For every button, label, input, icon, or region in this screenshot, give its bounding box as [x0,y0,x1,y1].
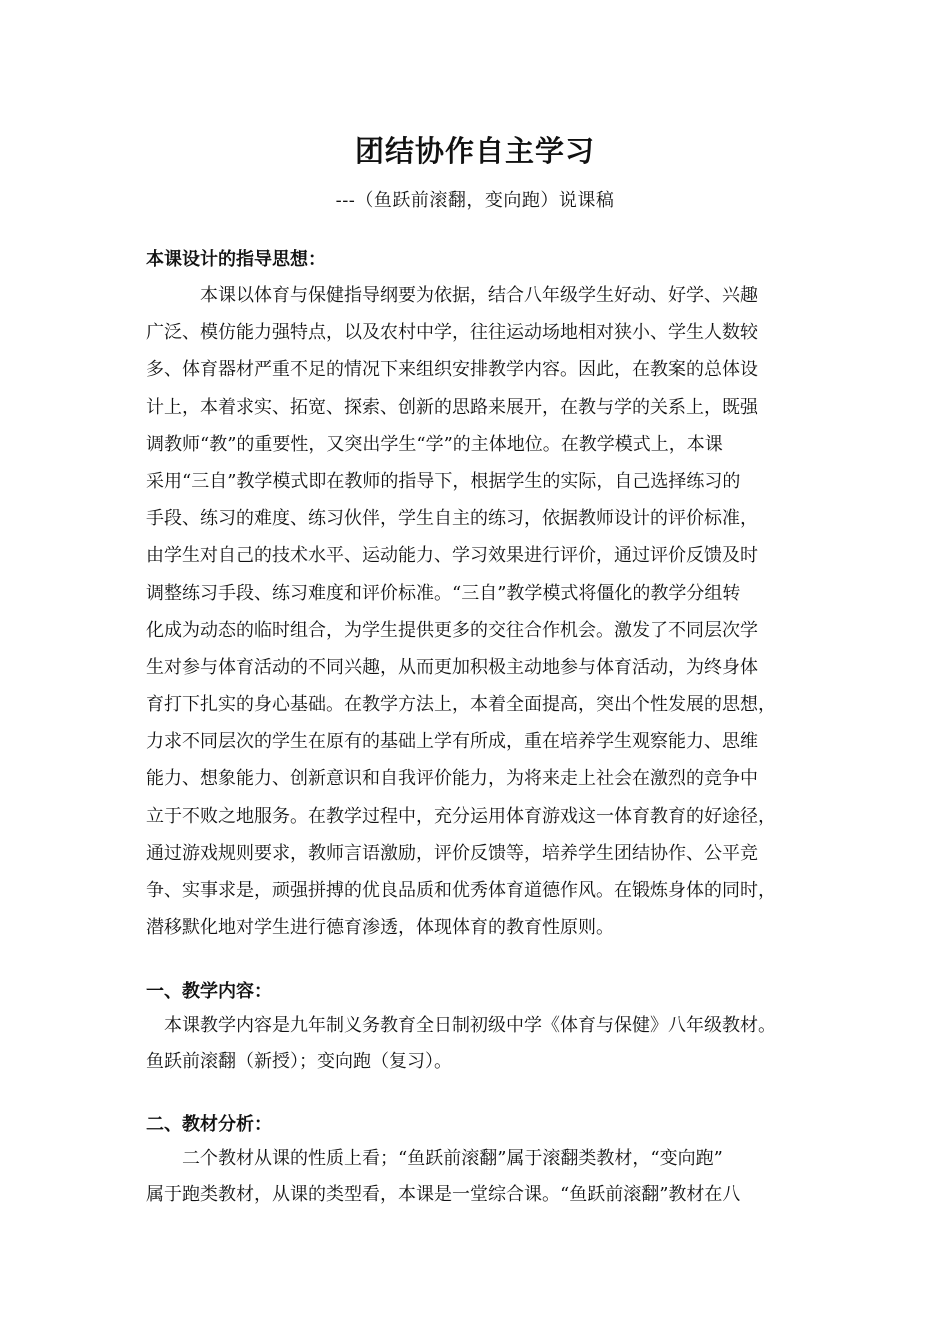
paragraph-line: 争、实事求是，顽强拼搏的优良品质和优秀体育道德作风。在锻炼身体的同时， [146,880,776,901]
paragraph-line: 鱼跃前滚翻（新授）；变向跑（复习）。 [146,1051,452,1072]
paragraph-philosophy [146,277,810,946]
section-heading-content: 一、教学内容： [146,981,272,1002]
paragraph-line: 广泛、模仿能力强特点，以及农村中学，往往运动场地相对狭小、学生人数较 [146,322,758,344]
paragraph-line: 化成为动态的临时组合，为学生提供更多的交往合作机会。激发了不同层次学 [146,619,758,641]
paragraph-line: 计上，本着求实、拓宽、探索、创新的思路来展开，在教与学的关系上，既强 [146,396,758,418]
paragraph-line: 通过游戏规则要求，教师言语激励，评价反馈等，培养学生团结协作、公平竞 [146,842,758,864]
paragraph-line: 能力、想象能力、创新意识和自我评价能力，为将来走上社会在激烈的竞争中 [146,768,758,790]
paragraph-line: 本课以体育与保健指导纲要为依据，结合八年级学生好动、好学、兴趣 [146,285,758,306]
paragraph-line: 育打下扎实的身心基础。在教学方法上，本着全面提高，突出个性发展的思想， [146,694,776,716]
document-subtitle: ---（鱼跃前滚翻，变向跑）说课稿 [335,190,615,211]
paragraph-line: 手段、练习的难度、练习伙伴，学生自主的练习，依据教师设计的评价标准， [146,508,758,530]
section-heading-analysis: 二、教材分析： [146,1114,272,1135]
paragraph-analysis [146,1141,810,1213]
paragraph-line: 属于跑类教材，从课的类型看，本课是一堂综合课。“鱼跃前滚翻”教材在八 [146,1184,741,1205]
paragraph-line: 调教师“教”的重要性，又突出学生“学”的主体地位。在教学模式上，本课 [146,433,723,455]
paragraph-line: 力求不同层次的学生在原有的基础上学有所成，重在培养学生观察能力、思维 [146,731,758,753]
paragraph-line: 立于不败之地服务。在教学过程中，充分运用体育游戏这一体育教育的好途径， [146,805,776,827]
paragraph-line: 由学生对自己的技术水平、运动能力、学习效果进行评价，通过评价反馈及时 [146,545,758,567]
paragraph-line: 生对参与体育活动的不同兴趣，从而更加积极主动地参与体育活动，为终身体 [146,656,758,678]
paragraph-line: 多、体育器材严重不足的情况下来组织安排教学内容。因此，在教案的总体设 [146,359,758,381]
document-title: 团结协作自主学习 [354,134,595,168]
paragraph-content [146,1008,810,1080]
section-heading-philosophy: 本课设计的指导思想： [146,249,326,270]
paragraph-line: 采用“三自”教学模式即在教师的指导下，根据学生的实际，自己选择练习的 [146,470,741,492]
paragraph-line: 潜移默化地对学生进行德育渗透，体现体育的教育性原则。 [146,917,614,939]
paragraph-line: 二个教材从课的性质上看；“鱼跃前滚翻”属于滚翻类教材，“变向跑” [146,1148,723,1169]
paragraph-line: 调整练习手段、练习难度和评价标准。“三自”教学模式将僵化的教学分组转 [146,582,741,604]
paragraph-line: 本课教学内容是九年制义务教育全日制初级中学《体育与保健》八年级教材。 [146,1015,776,1036]
